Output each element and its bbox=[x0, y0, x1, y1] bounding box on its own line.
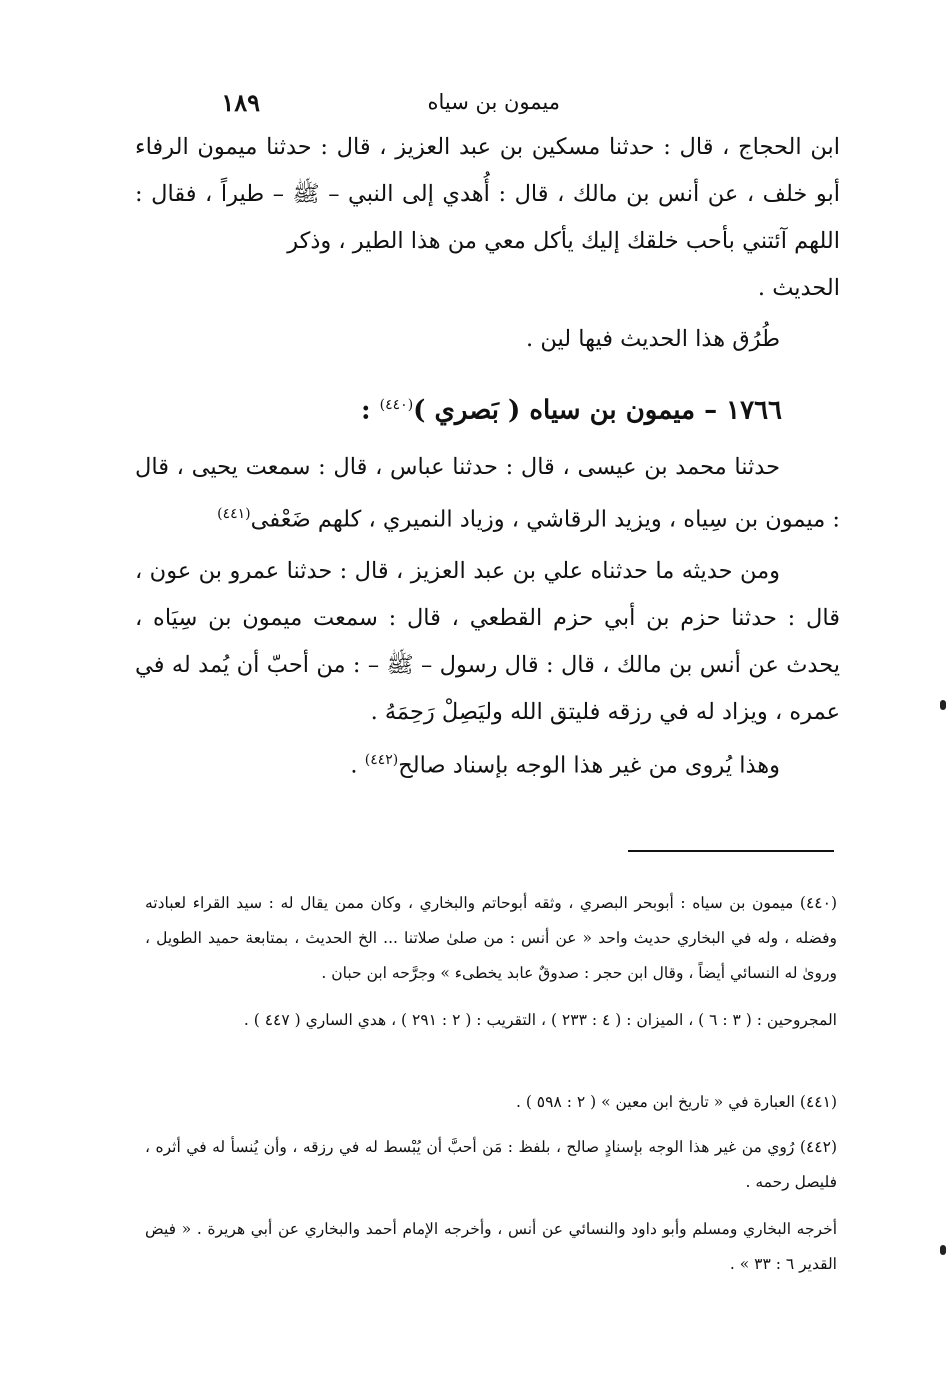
running-title: ميمون بن سياه bbox=[427, 90, 560, 114]
entry-title-tail: : bbox=[361, 395, 380, 426]
scan-edge-mark bbox=[940, 700, 946, 710]
paragraph-hadith-continuation bbox=[135, 124, 840, 312]
page-header bbox=[120, 88, 840, 124]
text-line: فقال : اللهم آئتني بأحب خلقك إليك يأكل معي من هذا الطير ، وذكر bbox=[135, 181, 840, 254]
footnote-ref: (٤٤١) bbox=[217, 506, 251, 522]
entry-title: ١٧٦٦ – ميمون بن سياه ( بَصري ) bbox=[413, 395, 782, 426]
scan-edge-mark bbox=[940, 1245, 946, 1255]
paragraph-narration: ومن حديثه ما حدثناه علي بن عبد العزيز ، قال : حدثنا عمرو بن عون ، قال : حدثنا حزم بن أبي حزم القطعي ، قال : سمعت ميمون بن سِيَاه ، يحدث عن أنس بن مالك ، قال : قال رسول – ﷺ – : من أحبّ أن يُمد له في عمره ، ويزاد له في رزقه فليتق الله وليَصِلْ رَحِمَهُ . bbox=[135, 558, 840, 725]
text-line: أبو خلف ، عن أنس بن مالك ، قال : أُهدي إلى النبي – ﷺ – طيراً ، bbox=[205, 181, 841, 207]
paragraph-chains-remark: طُرُق هذا الحديث فيها لين . bbox=[526, 326, 780, 352]
paragraph-text: وهذا يُروى من غير هذا الوجه بإسناد صالح bbox=[398, 752, 780, 779]
paragraph-text: حدثنا محمد بن عيسى ، قال : حدثنا عباس ، قال : سمعت يحيى ، قال : ميمون بن سِياه ، ويزيد الرقاشي ، وزياد النميري ، كلهم ضَعْفى bbox=[135, 454, 840, 533]
footnote-ref: (٤٤٠) bbox=[379, 397, 414, 413]
text-line: ابن الحجاج ، قال : حدثنا مسكين بن عبد العزيز ، قال : حدثنا ميمون الرفاء bbox=[135, 134, 840, 160]
page-number: ١٨٩ bbox=[221, 88, 260, 117]
paragraph-tail: . bbox=[350, 752, 365, 779]
paragraph-yahya-statement bbox=[135, 444, 840, 544]
footnote-441: (٤٤١) العبارة في « تاريخ ابن معين » ( ٢ : ٥٩٨ ) . bbox=[515, 1093, 837, 1111]
footnote-442-sources: أخرجه البخاري ومسلم وأبو داود والنسائي عن أنس ، وأخرجه الإمام أحمد والبخاري عن أبي هريرة . « فيض القدير ٦ : ٣٣ » . bbox=[145, 1220, 837, 1273]
footnote-442: (٤٤٢) رُوي من غير هذا الوجه بإسنادٍ صالح ، بلفظ : مَن أحبَّ أن يُبْسط له في رزقه ، وأن يُنسأ له في أثره ، فليصل رحمه . bbox=[145, 1138, 837, 1191]
footnote-divider bbox=[628, 850, 834, 852]
footnote-440-sources: المجروحين : ( ٣ : ٦ ) ، الميزان : ( ٤ : ٢٣٣ ) ، التقريب : ( ٢ : ٢٩١ ) ، هدي الساري ( ٤٤٧ ) . bbox=[243, 1011, 837, 1029]
paragraph-other-route bbox=[135, 737, 840, 790]
footnote-ref: (٤٤٢) bbox=[364, 752, 399, 768]
entry-heading bbox=[135, 380, 840, 436]
footnote-440: (٤٤٠) ميمون بن سياه : أبوبحر البصري ، وثقه أبوحاتم والبخاري ، وكان ممن يقال له : سيد القراء لعبادته وفضله ، وله في البخاري حديث واحد « عن أنس : من صلىٰ صلاتنا ... الخ الحديث ، بمتابعة حميد الطويل ، وروىٰ له النسائي أيضاً ، وقال ابن حجر : صدوقٌ عابد يخطىء » وجرَّحه ابن حبان . bbox=[145, 894, 837, 982]
text-line: الحديث . bbox=[757, 275, 840, 301]
